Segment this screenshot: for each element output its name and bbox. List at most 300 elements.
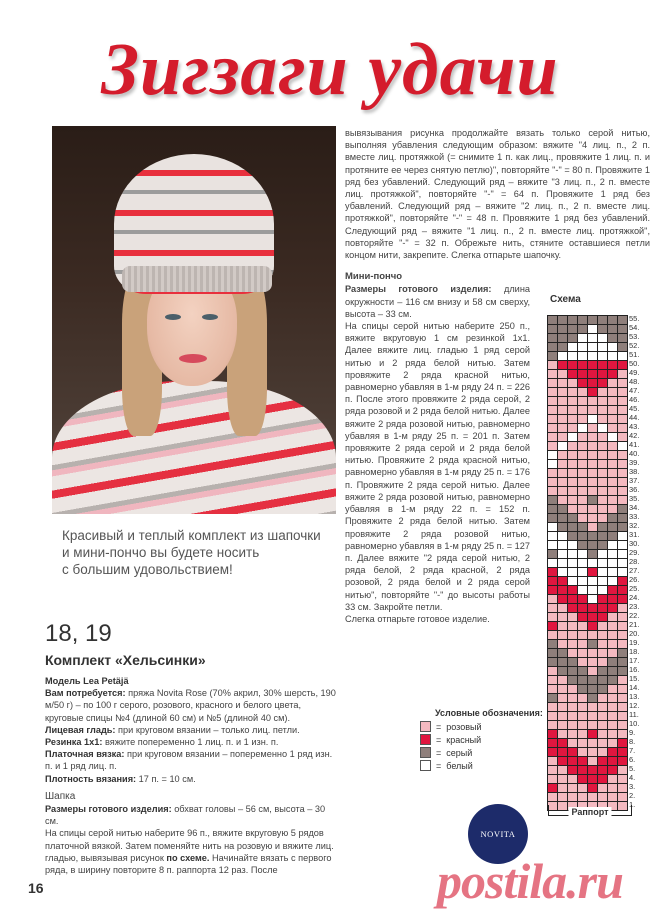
chart-cell bbox=[578, 424, 587, 432]
chart-cell bbox=[568, 757, 577, 765]
chart-cell bbox=[598, 316, 607, 324]
row-number: 14. bbox=[629, 683, 640, 692]
chart-cell bbox=[598, 550, 607, 558]
chart-cell bbox=[598, 631, 607, 639]
chart-cell bbox=[568, 577, 577, 585]
chart-cell bbox=[568, 361, 577, 369]
chart-cell bbox=[598, 352, 607, 360]
chart-cell bbox=[608, 685, 617, 693]
legend bbox=[420, 708, 543, 772]
row-number: 51. bbox=[629, 350, 640, 359]
chart-cell bbox=[588, 460, 597, 468]
chart-cell bbox=[608, 577, 617, 585]
chart-cell bbox=[608, 658, 617, 666]
chart-cell bbox=[618, 604, 627, 612]
row-number: 1. bbox=[629, 800, 636, 809]
chart-cell bbox=[618, 352, 627, 360]
legend-label: серый bbox=[446, 747, 473, 758]
chart-cell bbox=[558, 442, 567, 450]
chart-cell bbox=[618, 415, 627, 423]
garter-text: при круговом вязании – попеременно 1 ряд изн. п. и 1 ряд лиц. п. bbox=[45, 749, 333, 772]
chart-cell bbox=[578, 532, 587, 540]
chart-cell bbox=[618, 397, 627, 405]
chart-cell bbox=[548, 370, 557, 378]
chart-cell bbox=[568, 442, 577, 450]
scheme-reference: по схеме. bbox=[166, 852, 210, 863]
chart-cell bbox=[598, 487, 607, 495]
chart-cell bbox=[608, 595, 617, 603]
chart-cell bbox=[588, 757, 597, 765]
chart-cell bbox=[558, 766, 567, 774]
chart-cell bbox=[548, 523, 557, 531]
row-number: 34. bbox=[629, 503, 640, 512]
chart-cell bbox=[608, 712, 617, 720]
chart-cell bbox=[578, 685, 587, 693]
row-number: 35. bbox=[629, 494, 640, 503]
row-number: 50. bbox=[629, 359, 640, 368]
chart-cell bbox=[608, 505, 617, 513]
chart-cell bbox=[578, 361, 587, 369]
chart-cell bbox=[548, 784, 557, 792]
chart-cell bbox=[598, 505, 607, 513]
chart-cell bbox=[548, 343, 557, 351]
legend-title: Условные обозначения: bbox=[435, 708, 543, 718]
schema-title: Схема bbox=[550, 294, 581, 305]
photo-caption bbox=[62, 527, 342, 578]
poncho-heading: Мини-пончо bbox=[345, 271, 403, 283]
rib-label: Резинка 1x1: bbox=[45, 737, 103, 748]
chart-cell bbox=[578, 406, 587, 414]
chart-cell bbox=[558, 712, 567, 720]
chart-cell bbox=[558, 541, 567, 549]
chart-cell bbox=[548, 739, 557, 747]
lips bbox=[179, 354, 207, 363]
chart-cell bbox=[588, 442, 597, 450]
chart-cell bbox=[608, 613, 617, 621]
chart-cell bbox=[558, 685, 567, 693]
row-number: 8. bbox=[629, 737, 636, 746]
chart-cell bbox=[588, 604, 597, 612]
chart-cell bbox=[618, 712, 627, 720]
chart-cell bbox=[558, 487, 567, 495]
model-numbers: 18, 19 bbox=[45, 620, 112, 647]
chart-cell bbox=[608, 523, 617, 531]
chart-cell bbox=[598, 658, 607, 666]
chart-cell bbox=[608, 649, 617, 657]
chart-cell bbox=[548, 469, 557, 477]
chart-cell bbox=[568, 451, 577, 459]
chart-cell bbox=[598, 793, 607, 801]
chart-cell bbox=[588, 316, 597, 324]
chart-cell bbox=[548, 352, 557, 360]
chart-cell bbox=[578, 568, 587, 576]
chart-cell bbox=[568, 793, 577, 801]
chart-cell bbox=[588, 541, 597, 549]
chart-cell bbox=[548, 325, 557, 333]
poncho-size-text: длина окружности – 116 см внизу и 58 см сверху, высота – 33 см. bbox=[345, 284, 530, 319]
row-number: 33. bbox=[629, 512, 640, 521]
chart-cell bbox=[558, 388, 567, 396]
chart-cell bbox=[578, 559, 587, 567]
chart-cell bbox=[588, 487, 597, 495]
chart-cell bbox=[608, 721, 617, 729]
chart-cell bbox=[618, 721, 627, 729]
chart-cell bbox=[568, 325, 577, 333]
row-number: 46. bbox=[629, 395, 640, 404]
chart-cell bbox=[578, 496, 587, 504]
chart-cell bbox=[548, 532, 557, 540]
chart-cell bbox=[608, 343, 617, 351]
row-number: 17. bbox=[629, 656, 640, 665]
chart-cell bbox=[568, 343, 577, 351]
chart-cell bbox=[548, 730, 557, 738]
poncho-size-label: Размеры готового изделия: bbox=[345, 284, 492, 295]
chart-cell bbox=[598, 541, 607, 549]
chart-cell bbox=[548, 694, 557, 702]
chart-cell bbox=[588, 703, 597, 711]
chart-cell bbox=[578, 613, 587, 621]
chart-cell bbox=[598, 559, 607, 567]
chart-cell bbox=[598, 613, 607, 621]
chart-cell bbox=[618, 424, 627, 432]
chart-cell bbox=[598, 721, 607, 729]
chart-cell bbox=[568, 541, 577, 549]
chart-cell bbox=[588, 658, 597, 666]
chart-cell bbox=[568, 613, 577, 621]
chart-cell bbox=[598, 343, 607, 351]
chart-cell bbox=[608, 433, 617, 441]
row-number: 11. bbox=[629, 710, 639, 719]
chart-cell bbox=[548, 685, 557, 693]
chart-cell bbox=[558, 721, 567, 729]
chart-cell bbox=[578, 667, 587, 675]
chart-cell bbox=[588, 550, 597, 558]
chart-cell bbox=[588, 568, 597, 576]
row-number: 49. bbox=[629, 368, 640, 377]
model-photo bbox=[52, 126, 336, 514]
chart-cell bbox=[568, 550, 577, 558]
row-number: 5. bbox=[629, 764, 636, 773]
chart-cell bbox=[618, 496, 627, 504]
chart-cell bbox=[618, 703, 627, 711]
chart-cell bbox=[588, 451, 597, 459]
chart-cell bbox=[618, 442, 627, 450]
chart-cell bbox=[578, 775, 587, 783]
row-number: 16. bbox=[629, 665, 640, 674]
chart-cell bbox=[608, 640, 617, 648]
row-number: 41. bbox=[629, 440, 640, 449]
row-number: 21. bbox=[629, 620, 640, 629]
chart-cell bbox=[598, 532, 607, 540]
chart-cell bbox=[618, 478, 627, 486]
chart-cell bbox=[558, 604, 567, 612]
chart-cell bbox=[558, 325, 567, 333]
chart-cell bbox=[578, 343, 587, 351]
chart-cell bbox=[618, 541, 627, 549]
chart-cell bbox=[568, 487, 577, 495]
chart-cell bbox=[548, 433, 557, 441]
chart-cell bbox=[548, 766, 557, 774]
chart-cell bbox=[608, 325, 617, 333]
chart-cell bbox=[588, 622, 597, 630]
chart-cell bbox=[548, 487, 557, 495]
gauge-label: Плотность вязания: bbox=[45, 773, 137, 784]
chart-cell bbox=[568, 469, 577, 477]
hat-size-label: Размеры готового изделия: bbox=[45, 804, 172, 815]
row-number: 32. bbox=[629, 521, 640, 530]
watermark: postila.ru bbox=[437, 853, 623, 909]
chart-cell bbox=[558, 622, 567, 630]
chart-cell bbox=[548, 505, 557, 513]
chart-cell bbox=[558, 505, 567, 513]
row-number: 52. bbox=[629, 341, 640, 350]
hat-size-text: обхват головы – 56 см, высота – 30 см. bbox=[45, 804, 326, 827]
chart-cell bbox=[558, 586, 567, 594]
chart-cell bbox=[588, 496, 597, 504]
row-number: 53. bbox=[629, 332, 640, 341]
chart-cell bbox=[588, 532, 597, 540]
chart-cell bbox=[558, 559, 567, 567]
chart-cell bbox=[558, 433, 567, 441]
chart-cell bbox=[578, 748, 587, 756]
row-number: 47. bbox=[629, 386, 640, 395]
chart-cell bbox=[588, 505, 597, 513]
legend-swatch bbox=[420, 760, 431, 771]
row-number: 24. bbox=[629, 593, 640, 602]
chart-cell bbox=[598, 406, 607, 414]
chart-cell bbox=[608, 586, 617, 594]
row-number: 10. bbox=[629, 719, 640, 728]
chart-cell bbox=[548, 775, 557, 783]
row-number: 6. bbox=[629, 755, 636, 764]
chart-cell bbox=[588, 748, 597, 756]
chart-cell bbox=[568, 460, 577, 468]
chart-cell bbox=[618, 532, 627, 540]
row-number: 27. bbox=[629, 566, 640, 575]
chart-cell bbox=[548, 631, 557, 639]
chart-cell bbox=[568, 703, 577, 711]
row-number: 44. bbox=[629, 413, 640, 422]
chart-cell bbox=[548, 757, 557, 765]
chart-cell bbox=[618, 343, 627, 351]
chart-cell bbox=[598, 730, 607, 738]
chart-cell bbox=[568, 631, 577, 639]
chart-cell bbox=[568, 523, 577, 531]
chart-cell bbox=[568, 559, 577, 567]
chart-cell bbox=[568, 649, 577, 657]
row-number: 15. bbox=[629, 674, 640, 683]
row-number: 43. bbox=[629, 422, 640, 431]
set-title: Комплект «Хельсинки» bbox=[45, 652, 206, 668]
chart-cell bbox=[548, 496, 557, 504]
chart-cell bbox=[558, 613, 567, 621]
row-number: 7. bbox=[629, 746, 636, 755]
chart-cell bbox=[548, 334, 557, 342]
chart-cell bbox=[618, 469, 627, 477]
chart-cell bbox=[608, 334, 617, 342]
chart-cell bbox=[578, 388, 587, 396]
chart-cell bbox=[548, 442, 557, 450]
chart-cell bbox=[588, 631, 597, 639]
hat-instructions: На спицы серой нитью наберите 96 п., вяжите вкруговую 5 рядов платочной вязкой. Затем поменяйте нить на розовую и вяжите лиц. гладью, вывязывая рисунок bbox=[45, 828, 334, 863]
chart-cell bbox=[578, 442, 587, 450]
chart-cell bbox=[598, 523, 607, 531]
chart-cell bbox=[578, 757, 587, 765]
chart-cell bbox=[588, 379, 597, 387]
chart-cell bbox=[578, 721, 587, 729]
chart-cell bbox=[558, 748, 567, 756]
chart-cell bbox=[588, 334, 597, 342]
chart-cell bbox=[568, 397, 577, 405]
chart-cell bbox=[548, 622, 557, 630]
chart-cell bbox=[598, 667, 607, 675]
row-number: 29. bbox=[629, 548, 640, 557]
chart-cell bbox=[558, 676, 567, 684]
row-number: 18. bbox=[629, 647, 640, 656]
chart-cell bbox=[598, 496, 607, 504]
chart-cell bbox=[578, 694, 587, 702]
row-number: 4. bbox=[629, 773, 636, 782]
chart-cell bbox=[578, 316, 587, 324]
chart-cell bbox=[608, 775, 617, 783]
chart-cell bbox=[608, 316, 617, 324]
chart-cell bbox=[618, 739, 627, 747]
row-number: 28. bbox=[629, 557, 640, 566]
row-number: 40. bbox=[629, 449, 640, 458]
chart-cell bbox=[588, 388, 597, 396]
chart-cell bbox=[578, 478, 587, 486]
chart-cell bbox=[548, 649, 557, 657]
legend-label: белый bbox=[446, 760, 473, 771]
chart-cell bbox=[568, 388, 577, 396]
chart-cell bbox=[608, 694, 617, 702]
chart-cell bbox=[618, 775, 627, 783]
chart-cell bbox=[598, 766, 607, 774]
chart-cell bbox=[568, 496, 577, 504]
chart-cell bbox=[598, 577, 607, 585]
chart-cell bbox=[588, 514, 597, 522]
chart-cell bbox=[578, 523, 587, 531]
chart-cell bbox=[578, 631, 587, 639]
caption-line: и мини-пончо вы будете носить bbox=[62, 545, 260, 560]
chart-cell bbox=[588, 424, 597, 432]
chart-cell bbox=[588, 478, 597, 486]
chart-cell bbox=[608, 379, 617, 387]
chart-cell bbox=[608, 703, 617, 711]
page-number: 16 bbox=[28, 880, 44, 896]
chart-cell bbox=[588, 343, 597, 351]
chart-cell bbox=[558, 703, 567, 711]
chart-cell bbox=[588, 397, 597, 405]
chart-cell bbox=[588, 361, 597, 369]
chart-cell bbox=[618, 451, 627, 459]
chart-cell bbox=[558, 694, 567, 702]
stockinette-label: Лицевая гладь: bbox=[45, 724, 116, 735]
chart-cell bbox=[618, 523, 627, 531]
chart-cell bbox=[578, 658, 587, 666]
chart-cell bbox=[548, 316, 557, 324]
chart-cell bbox=[618, 379, 627, 387]
chart-cell bbox=[568, 478, 577, 486]
chart-cell bbox=[618, 685, 627, 693]
chart-cell bbox=[558, 667, 567, 675]
chart-cell bbox=[558, 469, 567, 477]
legend-swatch bbox=[420, 721, 431, 732]
chart-cell bbox=[578, 505, 587, 513]
chart-cell bbox=[618, 577, 627, 585]
chart-cell bbox=[568, 667, 577, 675]
chart-cell bbox=[568, 730, 577, 738]
chart-cell bbox=[558, 514, 567, 522]
chart-cell bbox=[578, 595, 587, 603]
chart-cell bbox=[618, 784, 627, 792]
caption-line: Красивый и теплый комплект из шапочки bbox=[62, 528, 321, 543]
chart-cell bbox=[608, 757, 617, 765]
chart-cell bbox=[588, 595, 597, 603]
chart-cell bbox=[608, 550, 617, 558]
chart-cell bbox=[568, 505, 577, 513]
chart-cell bbox=[598, 712, 607, 720]
chart-cell bbox=[588, 667, 597, 675]
chart-cell bbox=[618, 325, 627, 333]
chart-cell bbox=[618, 667, 627, 675]
chart-cell bbox=[618, 568, 627, 576]
chart-cell bbox=[548, 712, 557, 720]
chart-cell bbox=[578, 604, 587, 612]
chart-cell bbox=[598, 442, 607, 450]
chart-cell bbox=[568, 784, 577, 792]
chart-cell bbox=[608, 487, 617, 495]
chart-cell bbox=[618, 766, 627, 774]
chart-cell bbox=[548, 595, 557, 603]
legend-swatch bbox=[420, 734, 431, 745]
row-number: 42. bbox=[629, 431, 640, 440]
chart-cell bbox=[598, 784, 607, 792]
chart-cell bbox=[558, 415, 567, 423]
chart-cell bbox=[608, 496, 617, 504]
chart-cell bbox=[558, 640, 567, 648]
chart-cell bbox=[548, 559, 557, 567]
chart-cell bbox=[588, 784, 597, 792]
chart-cell bbox=[598, 451, 607, 459]
row-number: 19. bbox=[629, 638, 640, 647]
chart-cell bbox=[558, 496, 567, 504]
chart-cell bbox=[558, 523, 567, 531]
chart-cell bbox=[608, 442, 617, 450]
chart-cell bbox=[578, 793, 587, 801]
chart-cell bbox=[598, 676, 607, 684]
chart-cell bbox=[618, 676, 627, 684]
chart-cell bbox=[588, 793, 597, 801]
chart-cell bbox=[588, 433, 597, 441]
chart-cell bbox=[558, 352, 567, 360]
chart-cell bbox=[558, 532, 567, 540]
chart-cell bbox=[548, 721, 557, 729]
chart-cell bbox=[558, 730, 567, 738]
chart-cell bbox=[598, 325, 607, 333]
chart-cell bbox=[568, 721, 577, 729]
chart-cell bbox=[598, 739, 607, 747]
legend-equals: = bbox=[436, 721, 442, 732]
materials-label: Вам потребуется: bbox=[45, 688, 126, 699]
chart-cell bbox=[598, 586, 607, 594]
chart-cell bbox=[548, 676, 557, 684]
chart-cell bbox=[548, 424, 557, 432]
chart-cell bbox=[618, 550, 627, 558]
chart-cell bbox=[578, 766, 587, 774]
chart-cell bbox=[548, 586, 557, 594]
chart-cell bbox=[608, 631, 617, 639]
